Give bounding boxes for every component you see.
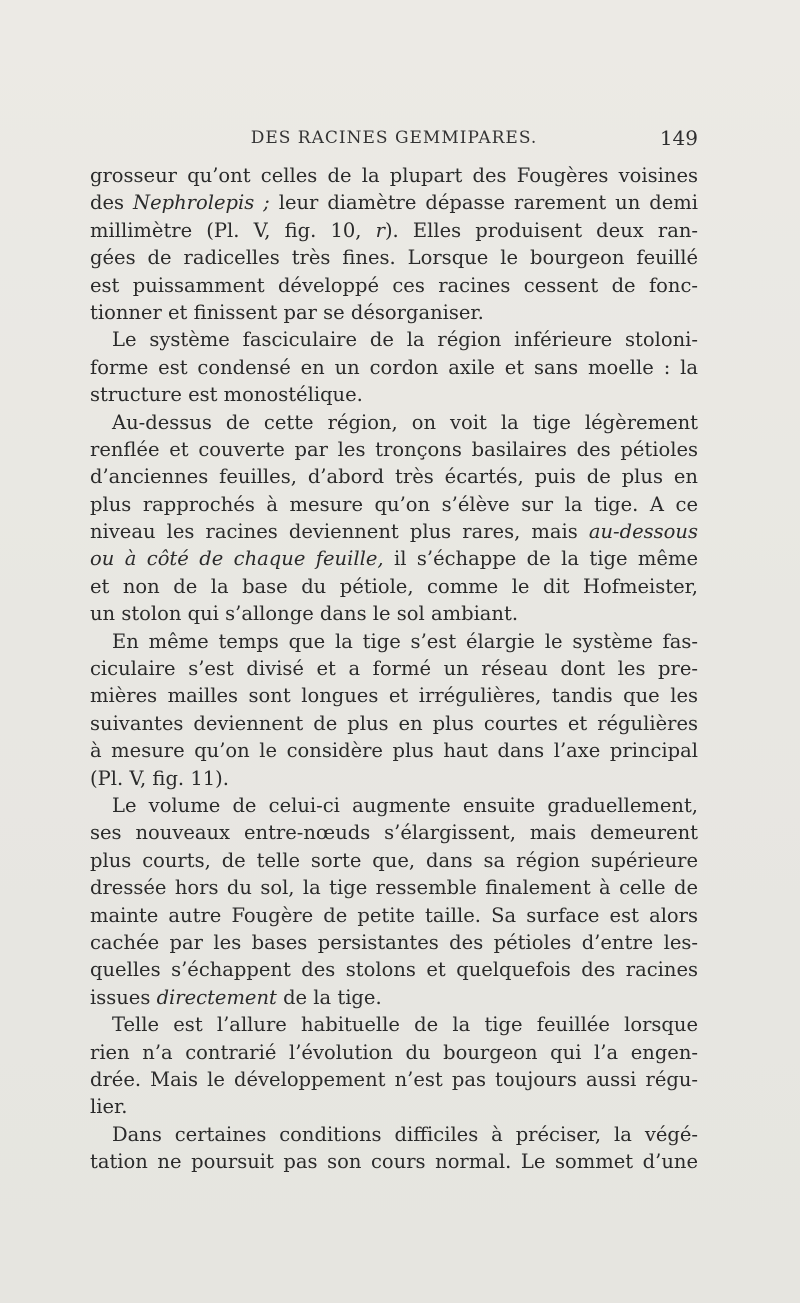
- text-line: cachée par les bases persistantes des pétioles d’entre les-: [90, 930, 698, 954]
- text-line: niveau les racines deviennent plus rares, mais au-dessous: [90, 520, 698, 544]
- text-line: plus courts, de telle sorte que, dans sa région supérieure: [90, 848, 698, 872]
- text-line: quelles s’échappent des stolons et quelquefois des racines: [90, 958, 698, 982]
- text-line: des Nephrolepis ; leur diamètre dépasse rarement un demi: [90, 191, 699, 215]
- text-line: un stolon qui s’allonge dans le sol ambiant.: [90, 602, 519, 626]
- italic-genus-name: Nephrolepis ;: [133, 191, 270, 215]
- text-line: Dans certaines conditions difficiles à préciser, la végé-: [112, 1122, 698, 1146]
- text-line: Au-dessus de cette région, on voit la tige légèrement: [112, 410, 698, 434]
- page-number: 149: [659, 126, 698, 150]
- text-line: issues directement de la tige.: [90, 985, 382, 1009]
- text-line: drée. Mais le développement n’est pas toujours aussi régu-: [90, 1067, 698, 1091]
- text-line: plus rapprochés à mesure qu’on s’élève sur la tige. A ce: [90, 492, 698, 516]
- page-header: [90, 128, 698, 158]
- text-line: ses nouveaux entre-nœuds s’élargissent, mais demeurent: [90, 821, 698, 845]
- body-text: [90, 162, 698, 1175]
- italic-figure-letter: r: [375, 218, 385, 242]
- text-line: suivantes deviennent de plus en plus courtes et régulières: [90, 711, 698, 735]
- text-line: à mesure qu’on le considère plus haut dans l’axe principal: [90, 739, 698, 763]
- text-line: forme est condensé en un cordon axile et sans moelle : la: [90, 355, 698, 379]
- text-line: rien n’a contrarié l’évolution du bourgeon qui l’a engen-: [90, 1040, 698, 1064]
- text-line: renflée et couverte par les tronçons basilaires des pétioles: [90, 437, 698, 461]
- text-line: est puissamment développé ces racines cessent de fonc-: [90, 273, 698, 297]
- text-line: grosseur qu’ont celles de la plupart des Fougères voisines: [90, 164, 698, 187]
- text-line: mières mailles sont longues et irrégulières, tandis que les: [90, 684, 698, 708]
- text-line: ou à côté de chaque feuille, il s’échappe de la tige même: [90, 547, 698, 571]
- text-line: mainte autre Fougère de petite taille. Sa surface est alors: [90, 903, 698, 927]
- text-line: Le volume de celui-ci augmente ensuite graduellement,: [112, 793, 698, 817]
- italic-word: directement: [156, 985, 277, 1009]
- text-line: lier.: [90, 1095, 128, 1119]
- text-line: structure est monostélique.: [90, 383, 363, 407]
- text-line: millimètre (Pl. V, fig. 10, r). Elles produisent deux ran-: [90, 218, 698, 242]
- text-line: En même temps que la tige s’est élargie le système fas-: [112, 629, 698, 653]
- text-line: Telle est l’allure habituelle de la tige feuillée lorsque: [112, 1013, 698, 1037]
- text-line: tation ne poursuit pas son cours normal. Le sommet d’une: [90, 1150, 698, 1174]
- text-line: dressée hors du sol, la tige ressemble finalement à celle de: [90, 876, 698, 900]
- italic-phrase: ou à côté de chaque feuille,: [90, 547, 384, 571]
- text-line: Le système fasciculaire de la région inférieure stoloni-: [112, 328, 698, 352]
- text-line: tionner et finissent par se désorganiser.: [90, 300, 484, 324]
- text-line: d’anciennes feuilles, d’abord très écartés, puis de plus en: [90, 465, 698, 489]
- running-head: DES RACINES GEMMIPARES.: [250, 128, 538, 148]
- italic-phrase: au-dessous: [588, 520, 698, 544]
- text-line: gées de radicelles très fines. Lorsque le bourgeon feuillé: [90, 246, 698, 270]
- text-line: ciculaire s’est divisé et a formé un réseau dont les pre-: [90, 657, 698, 681]
- text-line: (Pl. V, fig. 11).: [90, 766, 229, 790]
- text-line: et non de la base du pétiole, comme le dit Hofmeister,: [90, 574, 698, 598]
